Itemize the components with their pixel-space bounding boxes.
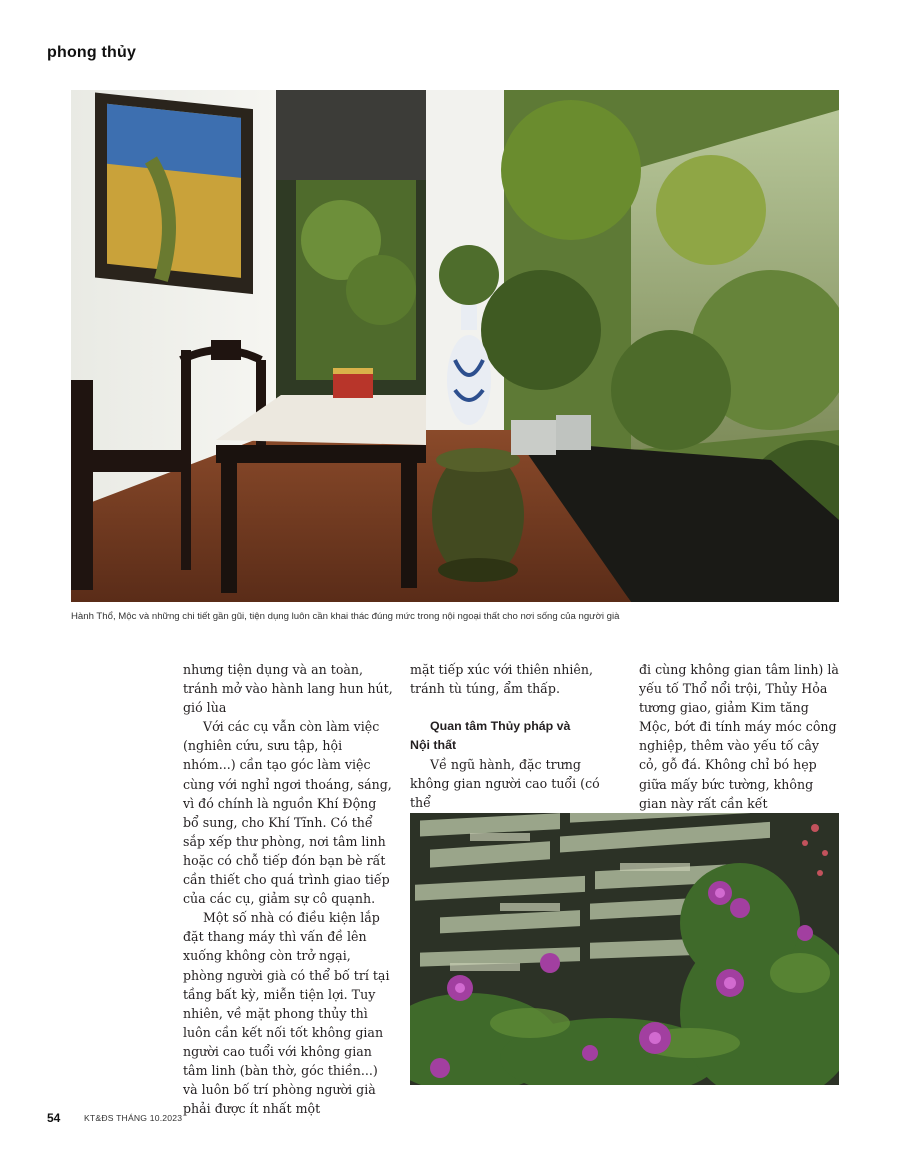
- text-column-1: [183, 660, 393, 1118]
- flower-photo-illustration: [410, 813, 839, 1085]
- paragraph: Về ngũ hành, đặc trưng không gian người cao tuổi (có thể: [410, 757, 600, 811]
- photo-caption: Hành Thổ, Mộc và những chi tiết gần gũi, tiện dụng luôn cần khai thác đúng mức trong nội ngoại thất cho nơi sống của người già: [71, 611, 620, 622]
- paragraph: Với các cụ vẫn còn làm việc (nghiên cứu, sưu tập, hội nhóm...) cần tạo góc làm việc cùng với nghỉ ngơi thoáng, sáng, vì đó chính là nguồn Khí Động bổ sung, cho Khí Tĩnh. Có thể sắp xếp thư phòng, nơi tâm linh hoặc có chỗ tiếp đón bạn bè rất cần thiết cho quá trình giao tiếp của các cụ, giảm sự cô quạnh.: [183, 719, 392, 907]
- flower-photo: [410, 813, 839, 1085]
- text-column-2: [410, 660, 618, 812]
- subheading: [410, 717, 618, 755]
- subheading-line: Quan tâm Thủy pháp và: [430, 719, 571, 734]
- hero-photo-illustration: [71, 90, 839, 602]
- paragraph: Một số nhà có điều kiện lắp đặt thang máy thì vấn đề lên xuống không còn trở ngại, phòng người già có thể bố trí tại tầng bất kỳ, miễn tiện lợi. Tuy nhiên, về mặt phong thủy thì luôn cần kết nối tốt không gian người cao tuổi với không gian tâm linh (bàn thờ, góc thiền...) và luôn bố trí phòng người già phải được ít nhất một: [183, 910, 390, 1117]
- paragraph: nhưng tiện dụng và an toàn, tránh mở vào hành lang hun hút, gió lùa: [183, 662, 393, 716]
- section-label: phong thủy: [47, 44, 137, 61]
- hero-photo: [71, 90, 839, 602]
- text-column-3: [639, 660, 839, 813]
- page-number: 54: [47, 1111, 61, 1125]
- magazine-issue: KT&ĐS THÁNG 10.2023: [84, 1113, 183, 1123]
- paragraph: đi cùng không gian tâm linh) là yếu tố Thổ nổi trội, Thủy Hỏa tương giao, giảm Kim tăng Mộc, bớt đi tính máy móc công nghiệp, thêm vào yếu tố cây cỏ, gỗ đá. Không chỉ bó hẹp giữa mấy bức tường, không gian này rất cần kết: [639, 662, 839, 811]
- paragraph: mặt tiếp xúc với thiên nhiên, tránh tù túng, ẩm thấp.: [410, 662, 593, 697]
- subheading-line: Nội thất: [410, 738, 457, 753]
